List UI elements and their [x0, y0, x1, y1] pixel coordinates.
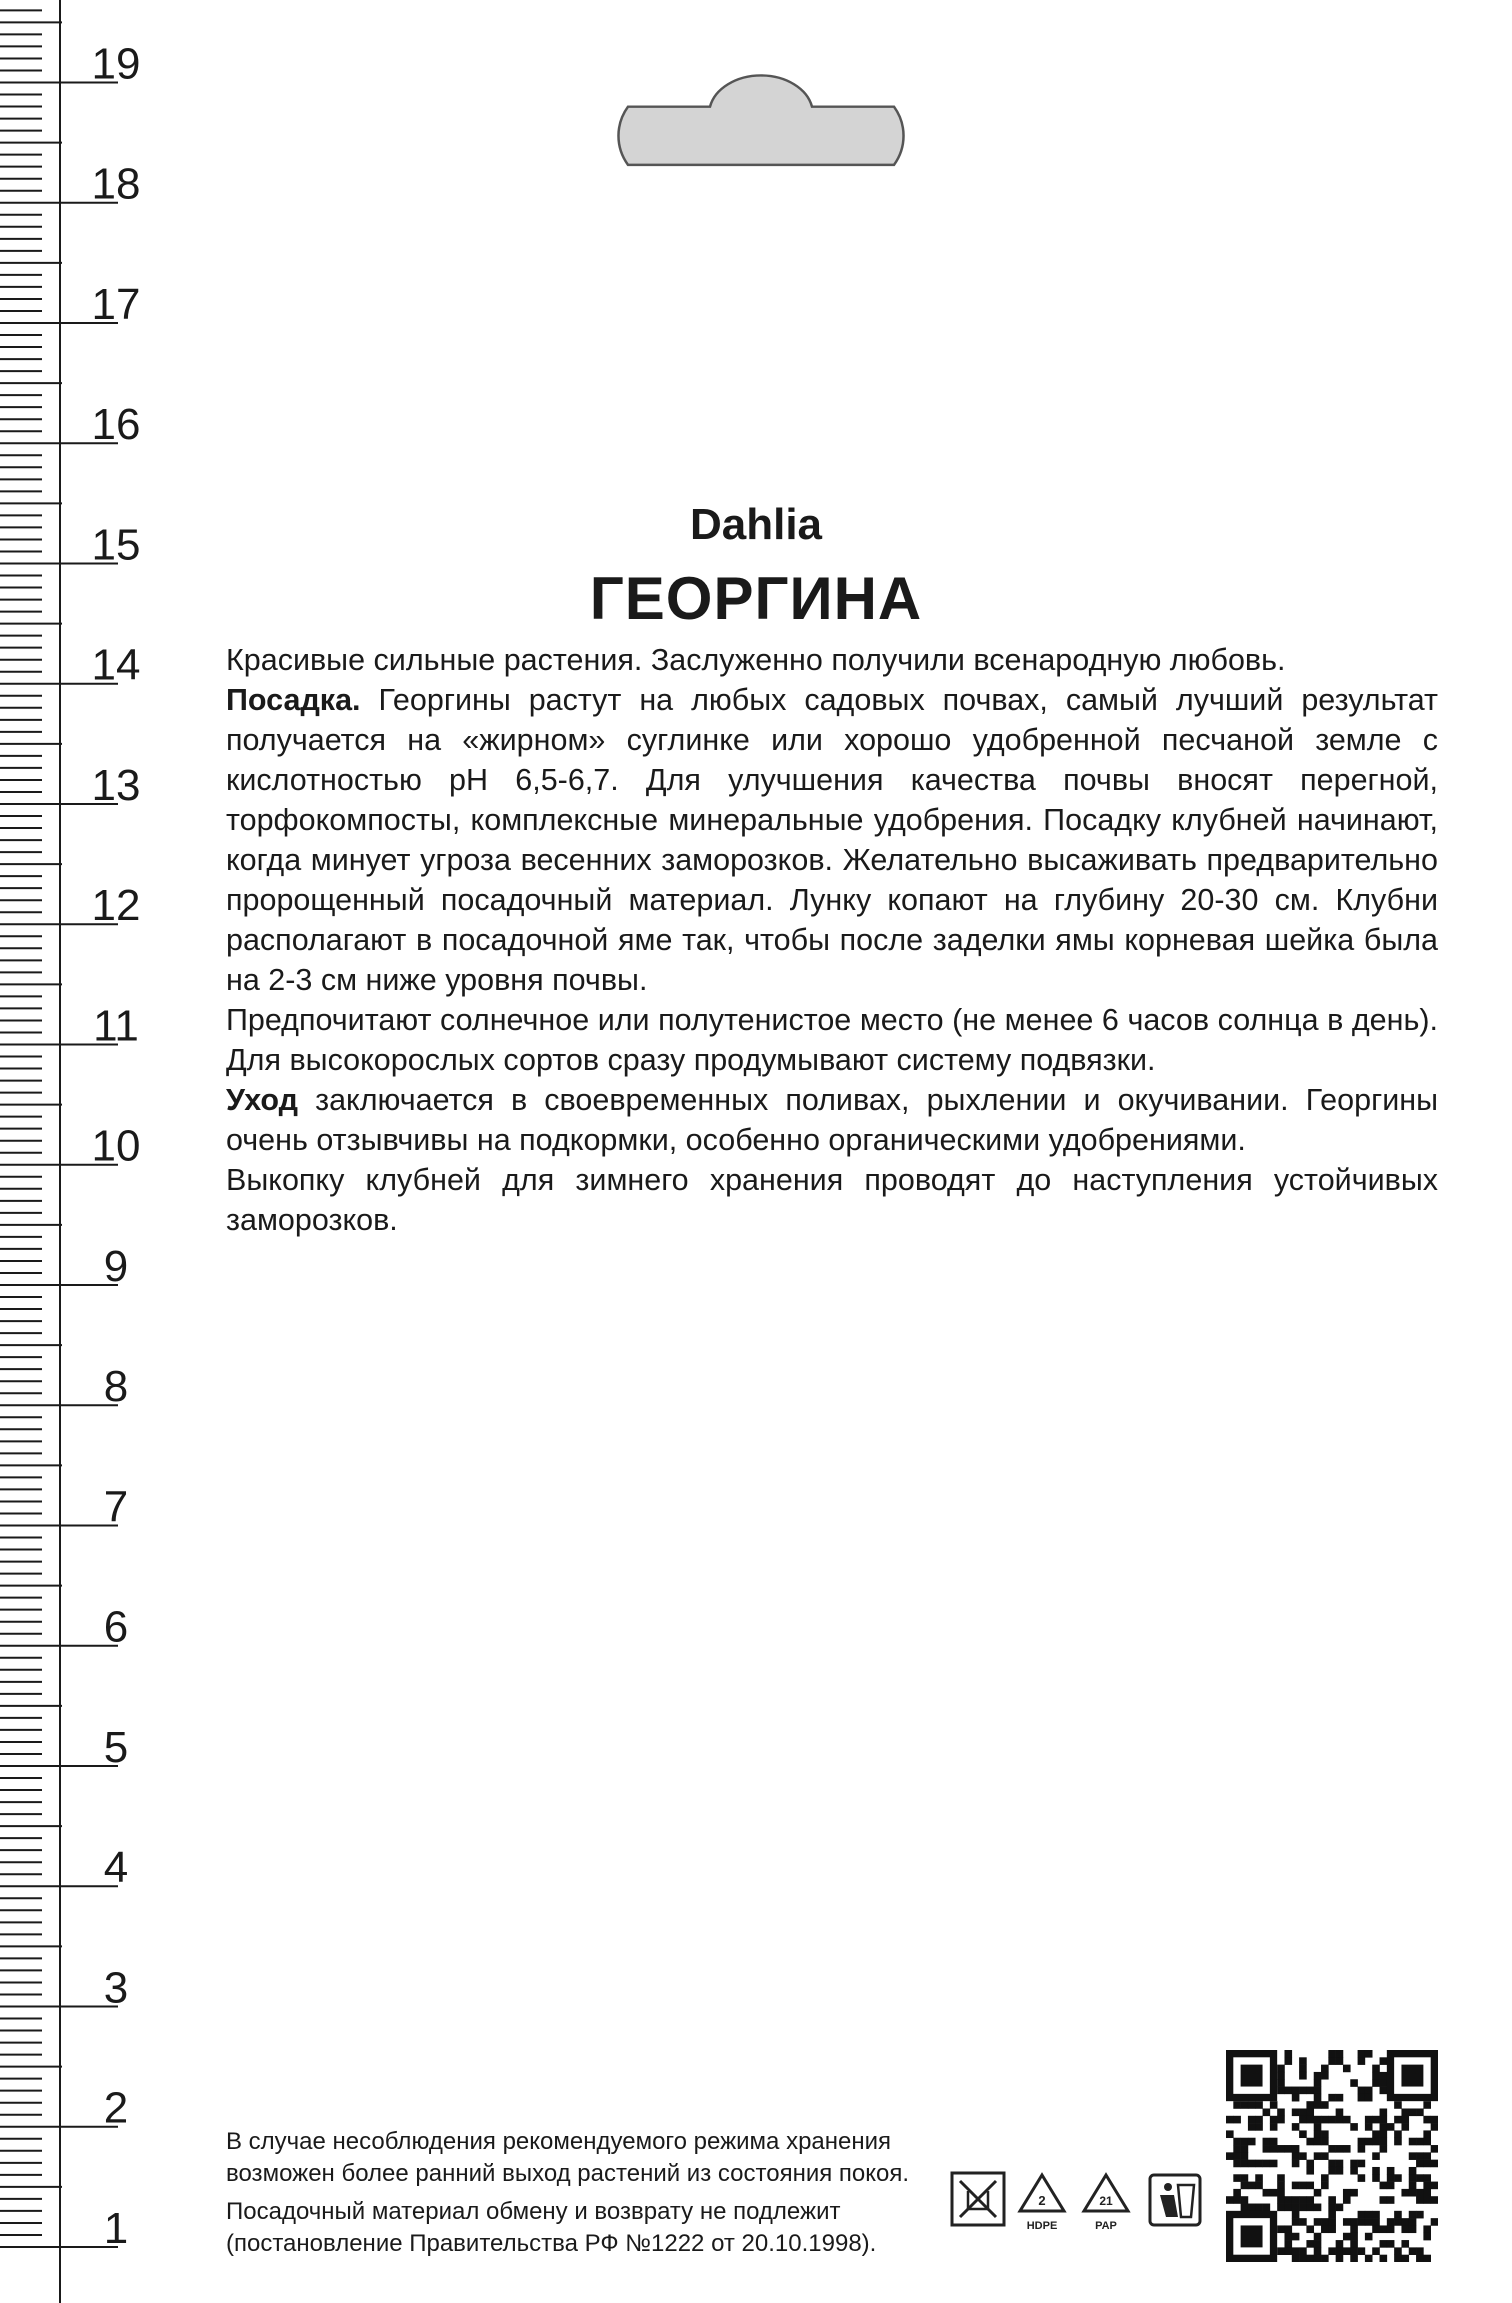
storage-warning [226, 2126, 966, 2190]
hdpe-number: 2 [1038, 2193, 1046, 2208]
ruler-number: 3 [103, 1963, 129, 2013]
description [226, 640, 1438, 1240]
ruler-number: 12 [91, 881, 140, 930]
pap-label: PAP [1095, 2220, 1117, 2232]
ruler-number: 6 [103, 1602, 129, 1652]
ruler-number: 2 [103, 2083, 129, 2133]
pap-number: 21 [1099, 2194, 1113, 2208]
ruler-number: 19 [91, 39, 140, 89]
ruler-number: 15 [91, 520, 140, 570]
centimeter-ruler [0, 0, 140, 2303]
return-line-2: (постановление Правительства РФ №1222 от 20.10.1998). [226, 2230, 877, 2257]
ruler-number: 5 [103, 1722, 129, 1772]
trash-bin-icon [1150, 2175, 1200, 2225]
ruler-number: 16 [91, 400, 140, 449]
ruler-number: 8 [103, 1362, 129, 1411]
ruler-number: 17 [91, 279, 140, 329]
planting-text: Георгины растут на любых садовых почвах, самый лучший результат получается на «жирном» суглинке или хорошо удобренной песчаной земле с кислотностью рН 6,5-6,7. Для улучшения качества почвы вносят перегной, торфокомпосты, комплексные минеральные удобрения. Посадку клубней начинают, когда минует угроза весенних заморозков. Желательно высаживать предварительно пророщенный посадочный материал. Лунку копают на глубину 20-30 см. Клубни располагают в посадочной яме так, чтобы после заделки ямы корневая шейка была на 2-3 см ниже уровня почвы. [226, 683, 1438, 997]
title-russian: ГЕОРГИНА [589, 565, 923, 632]
ruler-number: 10 [91, 1121, 140, 1171]
ruler-number: 7 [103, 1482, 129, 1532]
ruler-number: 4 [103, 1843, 129, 1892]
care-paragraph [226, 1080, 1438, 1160]
care-label: Уход [226, 1083, 299, 1117]
ruler-number: 18 [91, 159, 140, 209]
pap-recycle-icon [1084, 2175, 1128, 2232]
ruler-number: 1 [103, 2203, 129, 2253]
hdpe-recycle-icon [1020, 2175, 1064, 2232]
ruler-number: 11 [93, 1001, 139, 1051]
recycling-icons [946, 2165, 1206, 2235]
return-notice [226, 2196, 966, 2260]
planting-paragraph [226, 680, 1438, 1000]
ruler-number: 14 [91, 640, 140, 690]
title-latin: Dahlia [689, 500, 823, 549]
storage-line-1: В случае несоблюдения рекомендуемого режима хранения [226, 2128, 892, 2155]
return-line-1: Посадочный материал обмену и возврату не подлежит [226, 2198, 841, 2225]
storage-line-2: возможен более ранний выход растений из состояния покоя. [226, 2160, 910, 2187]
no-food-contact-icon [952, 2173, 1004, 2225]
hanger-hole [574, 68, 948, 172]
intro-paragraph: Красивые сильные растения. Заслуженно получили всенародную любовь. [226, 643, 1286, 677]
digging-paragraph: Выкопку клубней для зимнего хранения проводят до наступления устойчивых заморозков. [226, 1163, 1438, 1237]
planting-label: Посадка. [226, 683, 361, 717]
care-text: заключается в своевременных поливах, рыхлении и окучивании. Георгины очень отзывчивы на подкормки, особенно органическими удобрениями. [226, 1083, 1438, 1157]
ruler-number: 13 [91, 760, 140, 810]
ruler-number: 9 [103, 1241, 129, 1291]
location-paragraph: Предпочитают солнечное или полутенистое место (не менее 6 часов солнца в день). Для высокорослых сортов сразу продумывают систему подвязки. [226, 1003, 1438, 1077]
hdpe-label: HDPE [1026, 2220, 1058, 2232]
qr-code-icon [1226, 2050, 1438, 2262]
